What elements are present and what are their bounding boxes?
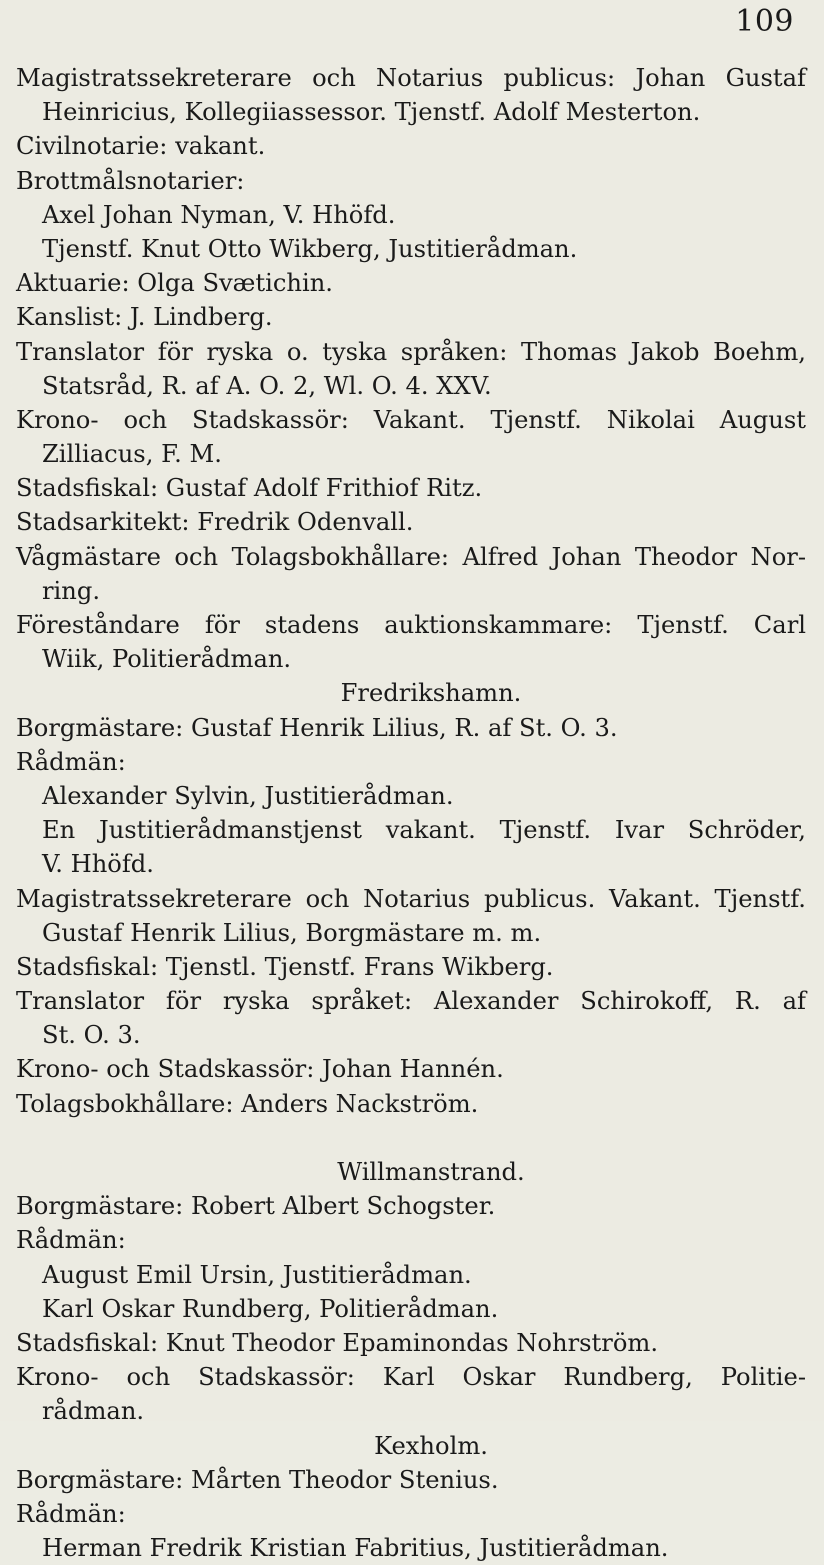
text-line: Stadsfiskal: Knut Theodor Epaminondas Nohrström.	[16, 1328, 659, 1357]
text-line: Krono- och Stadskassör: Vakant. Tjenstf. Nikolai August	[16, 405, 806, 434]
text-line	[16, 1121, 806, 1155]
text-line: Heinricius, Kollegiiassessor. Tjenstf. Adolf Mesterton.	[42, 98, 701, 127]
text-line: Borgmästare: Robert Albert Schogster.	[16, 1192, 496, 1221]
text-line: Karl Oskar Rundberg, Politierådman.	[42, 1294, 499, 1323]
text-line: Statsråd, R. af A. O. 2, Wl. O. 4. XXV.	[42, 371, 492, 400]
text-line: Föreståndare för stadens auktionskammare: Tjenstf. Carl	[16, 611, 806, 639]
text-line: Alexander Sylvin, Justitierådman.	[42, 781, 454, 810]
section-heading: Kexholm.	[374, 1431, 488, 1460]
text-line: Rådmän:	[16, 1499, 126, 1528]
text-line: Gustaf Henrik Lilius, Borgmästare m. m.	[42, 918, 542, 947]
text-line: Brottmålsnotarier:	[16, 166, 245, 195]
text-line: En Justitierådmanstjenst vakant. Tjenstf. Ivar Schröder,	[42, 816, 806, 845]
text-line: Translator för ryska språket: Alexander Schirokoff, R. af	[16, 987, 806, 1016]
text-line: Wiik, Politierådman.	[42, 645, 292, 674]
text-line: Aktuarie: Olga Svætichin.	[16, 269, 334, 298]
text-line: Magistratssekreterare och Notarius publicus: Johan Gustaf	[16, 64, 806, 92]
text-line: ring.	[42, 576, 101, 605]
text-line: Borgmästare: Gustaf Henrik Lilius, R. af St. O. 3.	[16, 713, 618, 742]
text-line: Krono- och Stadskassör: Karl Oskar Rundberg, Politie-	[16, 1363, 806, 1392]
text-line: Stadsfiskal: Gustaf Adolf Frithiof Ritz.	[16, 474, 483, 503]
text-line: Civilnotarie: vakant.	[16, 132, 266, 161]
text-line: Stadsarkitekt: Fredrik Odenvall.	[16, 508, 414, 537]
text-line: rådman.	[42, 1397, 145, 1426]
text-line: Krono- och Stadskassör: Johan Hannén.	[16, 1055, 504, 1084]
text-line: Kanslist: J. Lindberg.	[16, 303, 273, 332]
text-line: Borgmästare: Mårten Theodor Stenius.	[16, 1465, 499, 1494]
text-line: Rådmän:	[16, 747, 126, 776]
text-block	[16, 61, 806, 1565]
section-heading: Fredrikshamn.	[340, 679, 522, 708]
text-line: Tolagsbokhållare: Anders Nackström.	[16, 1089, 479, 1118]
text-line: Zilliacus, F. M.	[42, 440, 222, 469]
page-number: 109	[735, 4, 794, 39]
text-line: V. Hhöfd.	[42, 850, 154, 879]
text-line: Magistratssekreterare och Notarius publicus. Vakant. Tjenstf.	[16, 884, 806, 913]
text-line: Stadsfiskal: Tjenstl. Tjenstf. Frans Wikberg.	[16, 952, 554, 981]
text-line: August Emil Ursin, Justitierådman.	[42, 1260, 472, 1289]
text-line: Rådmän:	[16, 1226, 126, 1255]
section-heading: Willmanstrand.	[337, 1158, 525, 1186]
text-line: Vågmästare och Tolagsbokhållare: Alfred Johan Theodor Nor-	[16, 542, 806, 571]
text-line: Translator för ryska o. tyska språken: Thomas Jakob Boehm,	[16, 337, 806, 366]
text-line: Tjenstf. Knut Otto Wikberg, Justitierådman.	[42, 234, 578, 263]
text-line: Axel Johan Nyman, V. Hhöfd.	[42, 200, 396, 229]
text-line: Herman Fredrik Kristian Fabritius, Justitierådman.	[42, 1534, 669, 1563]
text-line: St. O. 3.	[42, 1021, 141, 1050]
